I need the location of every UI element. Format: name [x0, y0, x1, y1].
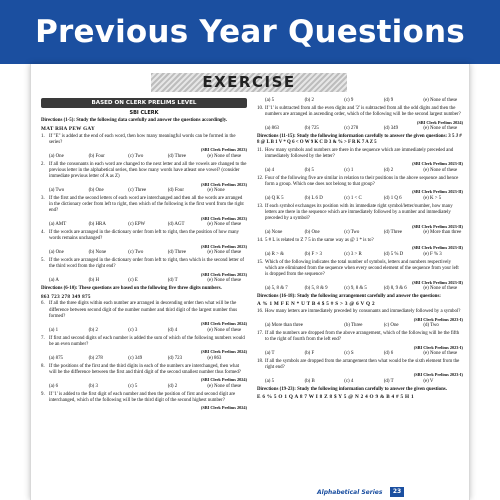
mixed-sequence: E 6 % 5 O 1 Q A 8 7 W I 8 Z 8 $ Y 5 @ N 2 4 O 9 & B 4 # 5 H 1 [257, 394, 414, 401]
option: (e) F % 3 [423, 251, 442, 257]
question-number: 9. [41, 391, 45, 397]
option: (d) Three [167, 153, 187, 159]
question-text: How many letters are immediately preceded by consonants and immediately followed by a symbol? [265, 309, 461, 315]
question-17 [257, 331, 463, 344]
option: (b) Three [344, 322, 363, 328]
option: (b) HRA [88, 222, 106, 228]
option: (c) Two [128, 250, 144, 256]
question-source: (SBI Clerk Prelims 2023) [200, 215, 247, 221]
option: (d) Three [167, 250, 187, 256]
option: (c) 1 < C [344, 195, 362, 201]
option: (d) 4 [167, 327, 178, 333]
option: (a) 4 [265, 167, 275, 173]
option: (d) 6 [383, 350, 394, 356]
question-source: (SBI Clerk Prelims 2024) [200, 405, 247, 411]
option: (a) One [49, 153, 64, 159]
question-source: (SBI Clerk Prelims 2023-I) [413, 372, 463, 378]
directions-16-18: Directions (16-18): Study the following arrangement carefully and answer the questions: [257, 293, 441, 299]
question-number: 4. [41, 230, 45, 236]
option: (a) 6 [49, 383, 59, 389]
question-source: (SBI Clerk Prelims 2023) [200, 147, 247, 153]
question-18 [257, 359, 463, 372]
option: (d) 1 Q 6 [383, 195, 402, 201]
option: (d) Two [423, 322, 439, 328]
option: (b) One [304, 229, 320, 235]
option: (c) 3 > R [344, 251, 362, 257]
option: (b) B [304, 378, 315, 384]
directions-19-23: Directions (19-23): Study the following information carefully to answer the given questions. [257, 386, 447, 392]
answer-options [257, 168, 463, 174]
option: (c) S [344, 350, 354, 356]
directions-6-10: Directions (6-10): These questions are based on the following five three digits numbers. [41, 286, 222, 292]
option: (d) T [167, 278, 178, 284]
option: (d) T [383, 378, 394, 384]
option: (c) 1 [344, 167, 354, 173]
question-number: 12. [257, 175, 264, 181]
option: (b) 5 [304, 167, 314, 173]
option: (b) 2 [88, 327, 98, 333]
option: (a) R > & [265, 251, 284, 257]
option: (e) More than three [423, 229, 462, 235]
option: (e) None of these [207, 153, 242, 159]
option: (d) 2 [383, 167, 394, 173]
option: (c) 9, 8 & 5 [344, 285, 367, 291]
question-text: Which of the following indicates the total number of symbols, letters and numbers respectively which are eliminated from the sequence when every second element of the sequence from your left is dropped from the sequence? [265, 259, 459, 278]
question-text: If all the symbols are dropped from the arrangement then what would be the sixth element from the right end? [265, 358, 460, 370]
option: (a) A [49, 278, 59, 284]
option: (a) One [49, 250, 64, 256]
question-number: 16. [257, 309, 264, 315]
question-10 [257, 106, 463, 119]
question-number: 1. [41, 133, 45, 139]
option: (a) 1 [49, 327, 59, 333]
level-heading: BASED ON CLERK PRELIMS LEVEL [41, 98, 247, 108]
option: (e) K > 5 [423, 195, 442, 201]
option: (c) 278 [344, 125, 359, 131]
question-source: (SBI Clerk Prelims 2024) [200, 321, 247, 327]
question-text: If '1' is subtracted from all the even digits and '2' is subtracted from all the odd digits and then the numbers are arranged in ascending order, which of the following will be the second largest number? [265, 105, 461, 118]
question-number: 11. [257, 147, 263, 153]
question-number: 15. [257, 259, 264, 265]
option: (e) None of these [207, 250, 242, 256]
question-8 [41, 364, 247, 377]
directions-11-15: Directions (11-15): Study the following information carefully to answer the given questions: 3 5 J # 8 @ L B 1 V * Q 6 < O W 9 K C D 3 & % > F R K 7 A Z 5 [257, 133, 462, 146]
question-2 [41, 162, 247, 181]
question-number: 14. [257, 237, 264, 243]
question-number: 17. [257, 330, 264, 336]
question-text: Four of the following five are similar in relation to their positions in the above sequence and hence form a group. Which one does not belong to that group? [265, 175, 459, 187]
option: (b) H [88, 278, 100, 284]
option: (e) None of these [423, 98, 458, 103]
option: (c) E [128, 278, 138, 284]
answer-options [41, 188, 247, 194]
option: (a) 863 [265, 125, 279, 131]
question-source: (SBI Clerk Prelims 2023) [200, 243, 247, 249]
question-7 [41, 336, 247, 349]
question-text: If the first and the second letters of each word are interchanged and then all the words are arranged in the dictionary order from left to right, then which of the following is the first word from the right end? [49, 195, 244, 214]
answer-options [41, 384, 247, 390]
question-text: If all the consonants in each word are changed to the next letter and all the vowels are changed to the previous letter in the alphabetical series, then how many words have atleast one vowel? (consider immediate previous letter of A as Z) [49, 161, 247, 180]
question-6 [41, 301, 247, 320]
question-text: How many symbols and numbers are there in the sequence which are immediately preceded and immediately followed by the letter? [265, 147, 454, 159]
question-5 [41, 258, 247, 271]
option: (a) 5 [265, 378, 275, 384]
question-source: (SBI Clerk Prelims 2023-II) [412, 189, 463, 195]
answer-options [41, 328, 247, 334]
option: (a) More than three [265, 322, 303, 328]
option: (c) Two [344, 229, 360, 235]
answer-options [41, 278, 247, 284]
question-text: If '1' is added to the first digit of each number and then the position of first and second digit are interchanged, which of the following will be the third digit of the second highest number? [49, 391, 236, 403]
answer-options [257, 196, 463, 202]
option: (b) 278 [88, 355, 103, 361]
option: (a) 5 [265, 98, 275, 103]
question-9 [41, 392, 247, 405]
question-3 [41, 196, 247, 215]
option: (a) Two [49, 187, 65, 193]
answer-options [257, 286, 463, 292]
option: (d) AGT [167, 222, 185, 228]
question-text: If each symbol exchanges its position with its immediate right symbol/letter/number, how many letters are there in the sequence which are immediately followed by a number and immediately preceded by a symbol? [265, 203, 453, 222]
option: (e) None of these [207, 222, 242, 228]
option: (a) T [265, 350, 275, 356]
sub-heading: SBI CLERK [129, 110, 159, 116]
directions-1-5: Directions (1-5): Study the following data carefully and answer the questions accordingly. [41, 118, 228, 124]
option: (b) 725 [304, 125, 319, 131]
right-column [257, 98, 463, 402]
option: (e) V [423, 378, 434, 384]
question-source: (SBI Clerk Prelims 2023-II) [412, 279, 463, 285]
option: (c) Three [128, 187, 147, 193]
question-number: 13. [257, 203, 264, 209]
question-number: 2. [41, 161, 45, 167]
option: (c) 4 [344, 378, 354, 384]
left-column [41, 98, 247, 412]
question-source: (SBI Clerk Prelims 2023) [200, 181, 247, 187]
option: (e) None of these [207, 327, 242, 333]
question-source: (SBI Clerk Prelims 2023) [200, 271, 247, 277]
option: (a) 5, 8 & 7 [265, 285, 288, 291]
option: (b) One [88, 187, 104, 193]
option: (b) Four [88, 153, 105, 159]
option: (c) One [383, 322, 399, 328]
option: (b) L 6 D [304, 195, 323, 201]
option: (b) None [88, 250, 107, 256]
question-4 [41, 230, 247, 243]
question-text: If the words are arranged in the dictionary order from left to right, then the position of how many words remains unchanged? [49, 230, 239, 242]
answer-options [41, 356, 247, 362]
page-number: 23 [390, 487, 404, 497]
number-sequence: 863 723 278 349 875 [41, 293, 91, 300]
option: (d) 2 [167, 383, 178, 389]
question-source: (SBI Clerk Prelims 2024) [416, 119, 463, 125]
option: (a) None [265, 229, 283, 235]
option: (c) 9 [344, 98, 354, 103]
option: (a) 875 [49, 355, 63, 361]
answer-options [257, 323, 463, 329]
question-15 [257, 260, 463, 279]
question-number: 8. [41, 363, 45, 369]
option: (a) Q K 5 [265, 195, 284, 201]
option: (d) 723 [167, 355, 183, 361]
answer-options [257, 126, 463, 132]
question-12 [257, 176, 463, 189]
option: (b) 3 [88, 383, 98, 389]
question-text: If all the numbers are dropped from the above arrangement, which of the following will be the fifth to the right of fourth from the left end? [265, 330, 460, 343]
book-page [30, 64, 470, 500]
question-14 [257, 238, 463, 244]
option: (d) 9 [383, 98, 394, 103]
question-text: 5 # L is related to Z 7 5 in the same way as @ 1 * is to? [265, 237, 374, 243]
option: (d) Four [167, 187, 184, 193]
question-text: If all the three digits within each number are arranged in descending order then what will be the difference between second digit of the number number and third digit of the largest number thus formed? [49, 301, 238, 319]
option: (e) None of these [207, 383, 242, 389]
answer-options [257, 351, 463, 357]
question-source: (SBI Clerk Prelims 2023-II) [412, 161, 463, 167]
answer-options [41, 250, 247, 256]
option: (c) EPW [128, 222, 146, 228]
question-text: If "E" is added at the end of each word, then how many meaningful words can be formed in the series? [49, 133, 236, 145]
option: (a) AMT [49, 222, 67, 228]
option: (e) None [207, 187, 225, 193]
answer-options [257, 230, 463, 236]
question-number: 18. [257, 358, 264, 364]
option: (c) 5 [128, 383, 138, 389]
question-number: 3. [41, 195, 45, 201]
question-number: 7. [41, 335, 45, 341]
option: (d) 8, 9 & 6 [383, 285, 407, 291]
question-source: (SBI Clerk Prelims 2023-II) [412, 245, 463, 251]
answer-options [41, 154, 247, 160]
option: (c) 349 [128, 355, 143, 361]
option: (b) F [304, 350, 315, 356]
question-source: (SBI Clerk Prelims 2024) [200, 377, 247, 383]
option: (b) 2 [304, 98, 314, 103]
option: (d) Three [383, 229, 403, 235]
answer-options [257, 252, 463, 258]
answer-options [257, 379, 463, 385]
option: (b) 5, 8 & 9 [304, 285, 328, 291]
option: (d) 349 [383, 125, 399, 131]
question-text: If first and second digits of each number is added the sum of which of the following numbers would be an even number? [49, 335, 245, 347]
option: (e) None of these [423, 350, 458, 356]
question-text: If the words are arranged in the dictionary order from left to right, then which is the second letter of the third word from the right end? [49, 258, 245, 270]
word-sequence: MAT RHA PEW GAY [41, 125, 96, 132]
option: (c) 3 [128, 327, 138, 333]
question-11 [257, 148, 463, 161]
question-number: 10. [257, 105, 264, 111]
answer-options [257, 98, 463, 104]
symbol-sequence: A % 1 M F E N * U T B 4 $ 5 # S > 3 @ 6 V Q 2 [257, 301, 375, 308]
question-1 [41, 134, 247, 147]
option: (e) None of these [423, 125, 458, 131]
question-source: (SBI Clerk Prelims 2023-I) [413, 344, 463, 350]
option: (b) F > 3 [304, 251, 322, 257]
question-source: (SBI Clerk Prelims 2024) [200, 349, 247, 355]
question-number: 5. [41, 258, 45, 264]
exercise-title: EXERCISE [202, 73, 296, 91]
footer-chapter-label: Alphabetical Series [317, 489, 383, 496]
question-source: (SBI Clerk Prelims 2023-I) [413, 316, 463, 322]
option: (e) 863 [207, 355, 222, 361]
banner-title: Previous Year Questions [35, 14, 465, 50]
question-number: 6. [41, 301, 45, 307]
answer-options [41, 222, 247, 228]
question-16 [257, 309, 463, 315]
option: (e) None of these [207, 278, 242, 284]
question-source: (SBI Clerk Prelims 2023-II) [412, 223, 463, 229]
option: (e) None of these [423, 285, 458, 291]
option: (e) None of these [423, 167, 458, 173]
question-text: If the positions of the first and the third digits in each of the numbers are interchanged, then what will be the difference between the first and third digit of the second smallest number thus formed? [49, 363, 241, 375]
option: (c) Two [128, 153, 144, 159]
option: (d) 5 % D [383, 251, 404, 257]
question-13 [257, 204, 463, 223]
